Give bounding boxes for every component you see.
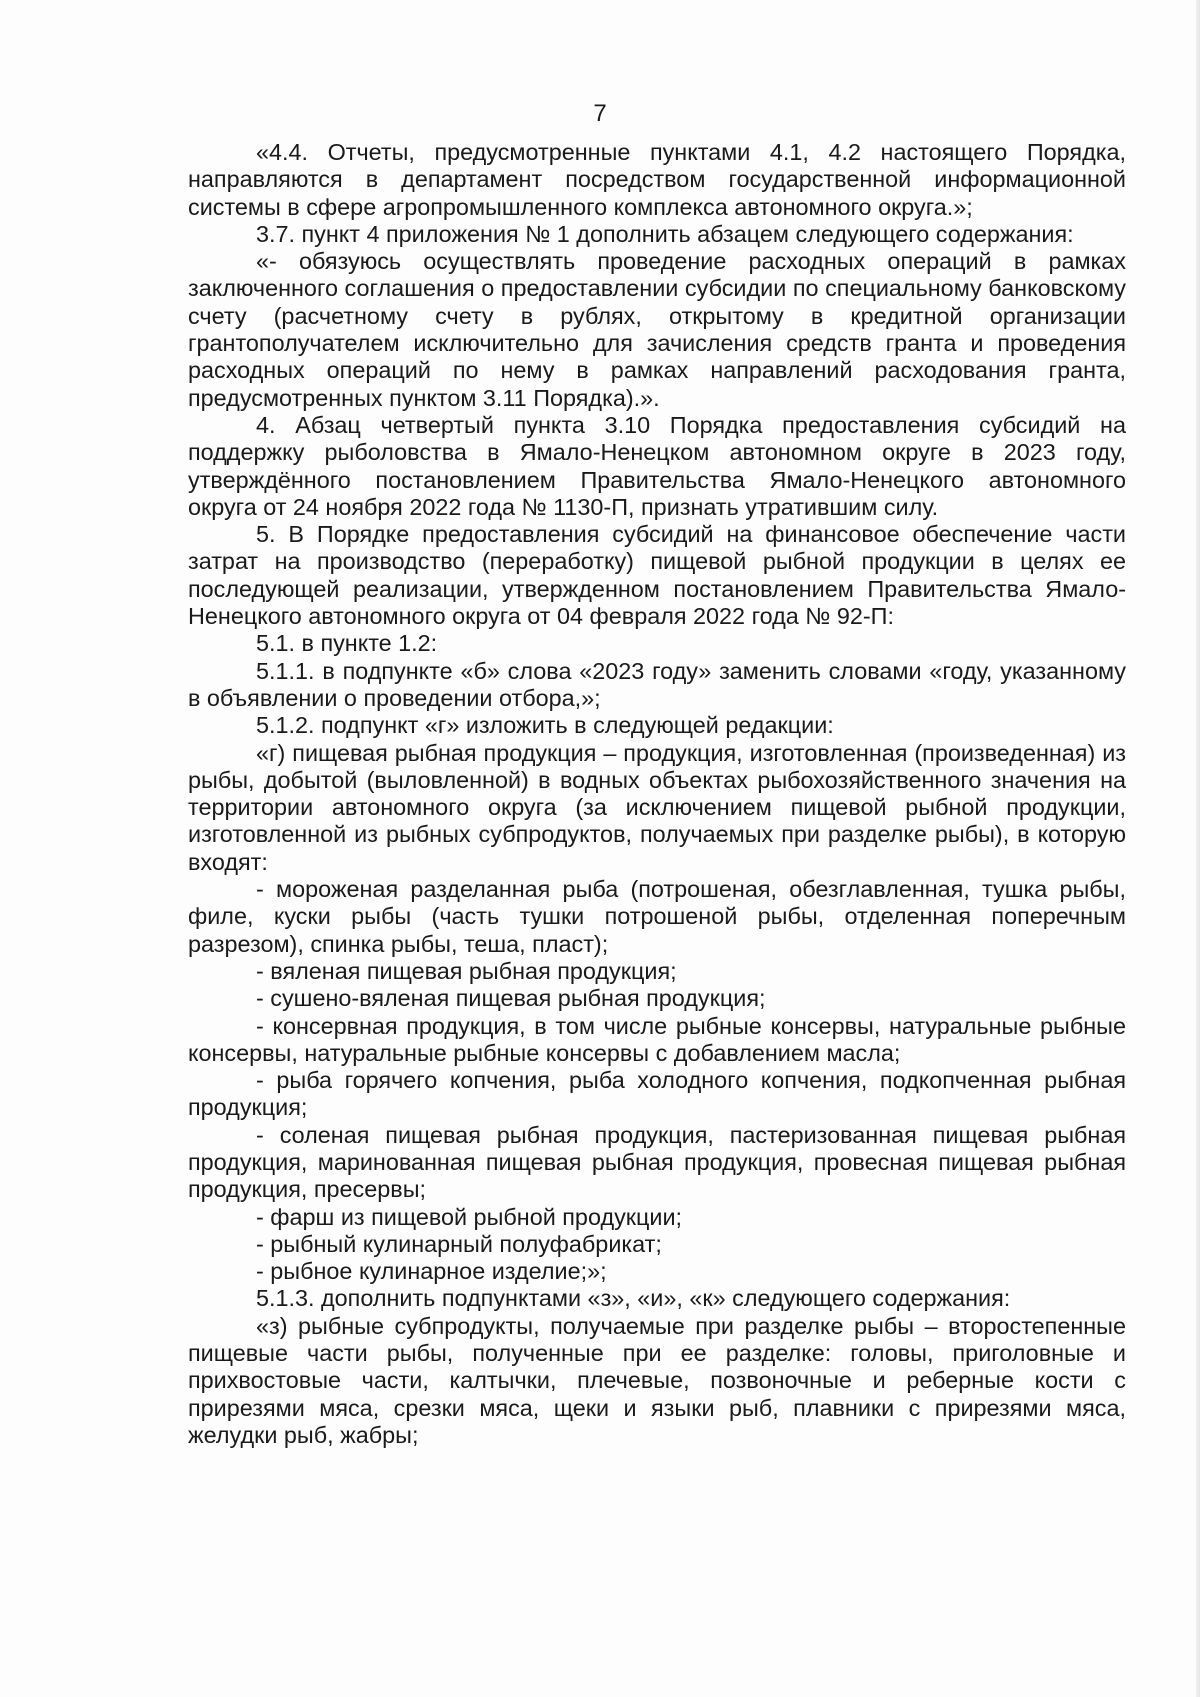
document-body bbox=[188, 139, 1126, 1449]
paragraph-item-4: 4. Абзац четвертый пункта 3.10 Порядка предоставления субсидий на поддержку рыболовства в Ямало-Ненецком автономном округе в 2023 году, утверждённого постановлением Правительства Ямало-Ненецкого автономного округа от 24 ноября 2022 года № 1130-П, признать утратившим силу. bbox=[188, 411, 1126, 520]
paragraph-item-5: 5. В Порядке предоставления субсидий на финансовое обеспечение части затрат на производство (переработку) пищевой рыбной продукции в целях ее последующей реализации, утвержденном постановлением Правительства Ямало-Ненецкого автономного округа от 04 февраля 2022 года № 92-П: bbox=[188, 521, 1126, 630]
list-item-dried-fish: - вяленая пищевая рыбная продукция; bbox=[256, 957, 677, 984]
list-item-semi-finished: - рыбный кулинарный полуфабрикат; bbox=[256, 1230, 662, 1257]
list-item-canned-fish: - консервная продукция, в том числе рыбные консервы, натуральные рыбные консервы, натуральные рыбные консервы с добавлением масла; bbox=[188, 1012, 1126, 1066]
list-item-smoked-fish: - рыба горячего копчения, рыба холодного копчения, подкопченная рыбная продукция; bbox=[188, 1067, 1126, 1121]
paragraph-item-5-1-3: 5.1.3. дополнить подпунктами «з», «и», «к» следующего содержания: bbox=[256, 1285, 1011, 1312]
list-item-salted-fish: - соленая пищевая рыбная продукция, пастеризованная пищевая рыбная продукция, маринованная пищевая рыбная продукция, провесная пищевая рыбная продукция, пресервы; bbox=[188, 1121, 1126, 1203]
paragraph-item-5-1-2: 5.1.2. подпункт «г» изложить в следующей редакции: bbox=[256, 712, 834, 739]
paragraph-item-5-1: 5.1. в пункте 1.2: bbox=[256, 630, 438, 657]
page-number: 7 bbox=[593, 100, 607, 127]
paragraph-subitem-z: «з) рыбные субпродукты, получаемые при разделке рыбы – второстепенные пищевые части рыбы, полученные при ее разделке: головы, приголовные и прихвостовые части, калтычки, плечевые, позвоночные и реберные кости с прирезями мяса, срезки мяса, щеки и языки рыб, плавники с прирезями мяса, желудки рыб, жабры; bbox=[188, 1312, 1126, 1448]
paragraph-quoted-obligation: «- обязуюсь осуществлять проведение расходных операций в рамках заключенного соглашения о предоставлении субсидии по специальному банковскому счету (расчетному счету в рублях, открытому в кредитной организации грантополучателем исключительно для зачисления средств гранта и проведения расходных операций по нему в рамках направлений расходования гранта, предусмотренных пунктом 3.11 Порядка).». bbox=[188, 248, 1126, 411]
paragraph-item-5-1-1: 5.1.1. в подпункте «б» слова «2023 году» заменить словами «году, указанному в объявлении о проведении отбора,»; bbox=[188, 657, 1126, 711]
list-item-dried-cured-fish: - сушено-вяленая пищевая рыбная продукция; bbox=[256, 985, 766, 1012]
list-item-culinary-product: - рыбное кулинарное изделие;»; bbox=[256, 1258, 607, 1285]
paragraph-item-3-7: 3.7. пункт 4 приложения № 1 дополнить абзацем следующего содержания: bbox=[256, 220, 1074, 247]
paragraph-subitem-g: «г) пищевая рыбная продукция – продукция, изготовленная (произведенная) из рыбы, добытой (выловленной) в водных объектах рыбохозяйственного значения на территории автономного округа (за исключением пищевой рыбной продукции, изготовленной из рыбных субпродуктов, получаемых при разделке рыбы), в которую входят: bbox=[188, 739, 1126, 875]
list-item-minced-fish: - фарш из пищевой рыбной продукции; bbox=[256, 1203, 683, 1230]
list-item-frozen-fish: - мороженая разделанная рыба (потрошеная, обезглавленная, тушка рыбы, филе, куски рыбы (часть тушки потрошеной рыбы, отделенная поперечным разрезом), спинка рыбы, теша, пласт); bbox=[188, 876, 1126, 957]
scan-edge bbox=[1196, 0, 1200, 1697]
paragraph-clause-4-4: «4.4. Отчеты, предусмотренные пунктами 4.1, 4.2 настоящего Порядка, направляются в департамент посредством государственной информационной системы в сфере агропромышленного комплекса автономного округа.»; bbox=[188, 139, 1126, 220]
